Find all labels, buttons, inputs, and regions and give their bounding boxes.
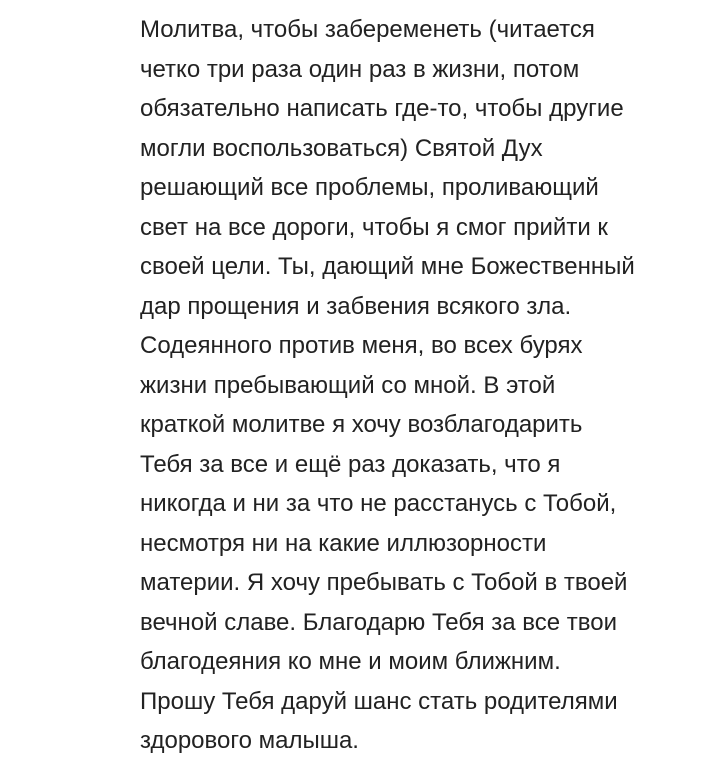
text-line: Прошу Тебя даруй шанс стать родителями (140, 687, 618, 715)
text-line: Содеянного против меня, во всех бурях (140, 332, 583, 359)
text-line: свет на все дороги, чтобы я смог прийти к (140, 213, 608, 241)
text-line: обязательно написать где-то, чтобы другие (140, 95, 624, 122)
text-line: несмотря ни на какие иллюзорности (140, 529, 547, 557)
text-line: дар прощения и забвения всякого зла. (140, 292, 572, 320)
text-line: вечной славе. Благодарю Тебя за все твои (140, 608, 617, 636)
text-line: краткой молитве я хочу возблагодарить (140, 411, 583, 438)
text-line: материи. Я хочу пребывать с Тобой в твоей (140, 569, 628, 596)
text-line: четко три раза один раз в жизни, потом (140, 55, 580, 83)
post-body-text (140, 10, 712, 761)
text-line: своей цели. Ты, дающий мне Божественный (140, 253, 635, 280)
text-line: Тебя за все и ещё раз доказать, что я (140, 450, 561, 478)
text-line: решающий все проблемы, проливающий (140, 174, 599, 201)
text-line: здорового малыша. (140, 727, 359, 754)
text-line: никогда и ни за что не расстанусь с Тобой, (140, 490, 617, 517)
text-line: благодеяния ко мне и моим ближним. (140, 648, 561, 675)
text-line: жизни пребывающий со мной. В этой (140, 371, 556, 399)
text-line: Молитва, чтобы забеременеть (читается (140, 16, 595, 43)
text-line: могли воспользоваться) Святой Дух (140, 134, 543, 162)
